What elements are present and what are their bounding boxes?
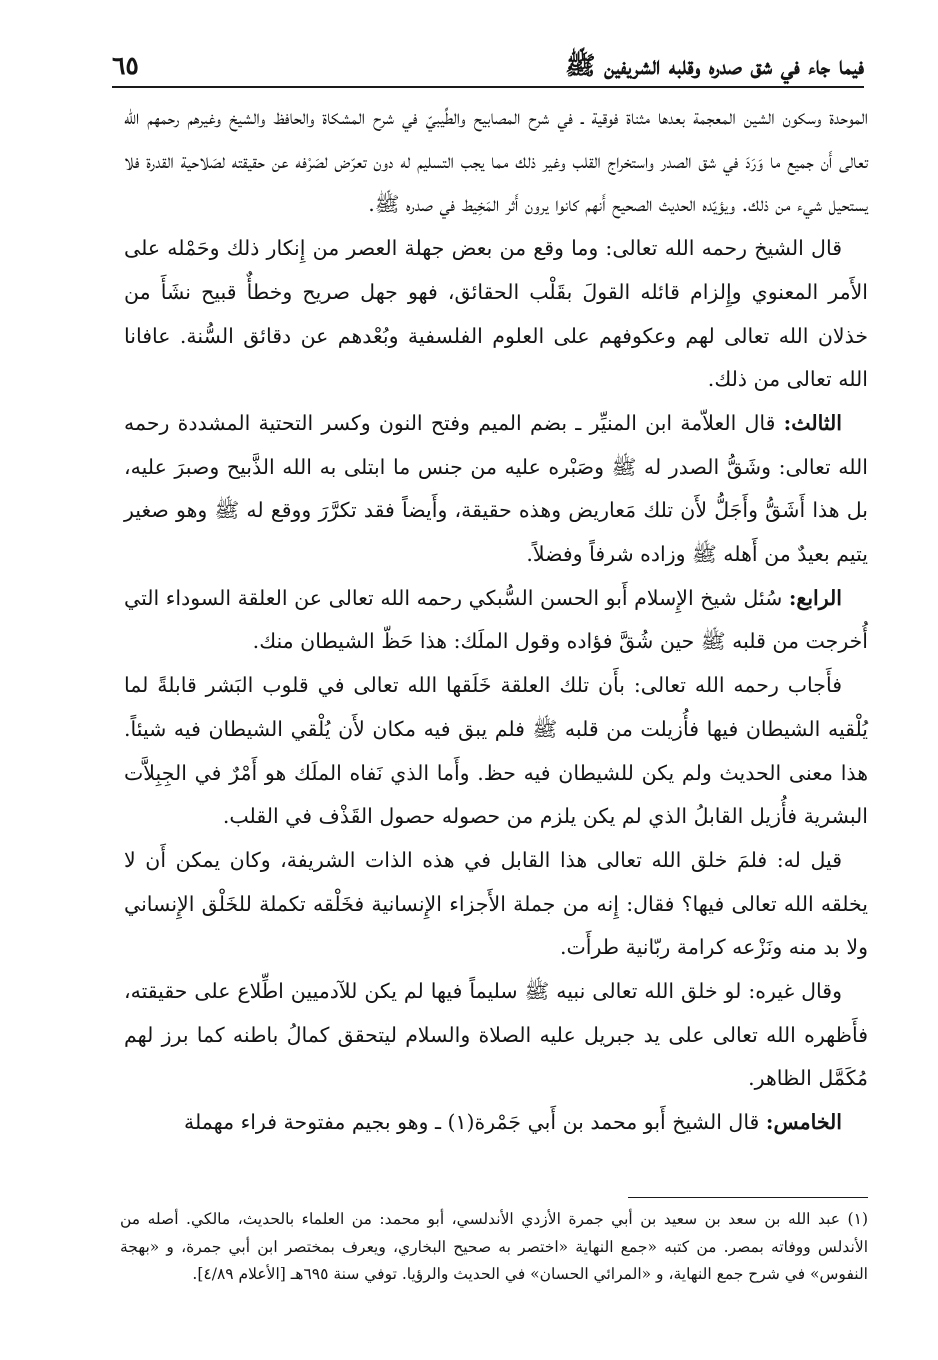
footnote <box>120 1206 868 1289</box>
paragraph <box>124 664 868 839</box>
paragraph <box>124 402 868 577</box>
section-lead: الخامس: <box>765 1110 842 1135</box>
page-header <box>112 40 864 88</box>
paragraph <box>124 577 868 664</box>
paragraph-text: قال العلاّمة ابن المنيِّر ـ بضم الميم وفتح النون وكسر التحتية المشددة رحمه الله تعالى: وشَقُّ الصدر له ﷺ وصَبْره عليه من جنس ما ابتلى به الله الذَّبيح وصبرَ عليه، بل هذا أَشَقُّ وأَجَلُّ لأَن تلك مَعاريض وهذه حقيقة، وأَيضاً فقد تكرَّرَ ووقع له ﷺ وهو صغير يتيم بعيدٌ من أَهله ﷺ وزاده شرفاً وفضلاً. <box>124 410 868 567</box>
paragraph <box>124 1101 868 1145</box>
section-lead: الرابع: <box>788 585 842 610</box>
footnote-text: (١) عبد الله بن سعد بن سعيد بن أبي جمرة الأزدي الأندلسي، أبو محمد: من العلماء بالحديث، مالكي. أصله من الأندلس ووفاته بمصر. من كتبه «جمع النهاية «اختصر به صحيح البخاري، ويعرف بمختصر ابن أبي جمرة، و «بهجة النفوس» في شرح جمع النهاية، و «المرائي الحسان» في الحديث والرؤيا. توفي سنة ٦٩٥هـ [الأعلام ٤/٨٩]. <box>120 1210 868 1283</box>
paragraph-text: وقال غيره: لو خلق الله تعالى نبيه ﷺ سليماً فيها لم يكن للآدميين اطِّلاع على حقيقته، فأَظهره الله تعالى على يد جبريل عليه الصلاة والسلام ليتحقق كمالُ باطنه كما برز لهم مُكَمَّل الظاهر. <box>124 979 868 1091</box>
page-number: ٦٥ <box>112 51 139 80</box>
paragraph-text: سُئل شيخ الإِسلام أَبو الحسن السُّبكي رحمه الله تعالى عن العلقة السوداء التي أُخرجت من قلبه ﷺ حين شُقَّ فؤاده وقول الملَك: هذا حَظّ الشيطان منك. <box>124 585 868 654</box>
section-lead: الثالث: <box>783 410 842 435</box>
paragraph <box>124 839 868 970</box>
paragraph-text: قال الشيخ أَبو محمد بن أَبي جَمْرة(١) ـ وهو بجيم مفتوحة فراء مهملة <box>184 1110 766 1135</box>
running-title: فيما جاء في شق صدره وقلبه الشريفين ﷺ <box>565 51 864 80</box>
paragraph <box>124 970 868 1101</box>
paragraph-text: الموحدة وسكون الشين المعجمة بعدها مثناة فوقية ـ في شرح المصابيح والطِّيبيّ في شرح المشكاة والحافظ والشيخ وغيرهم رحمهم الله تعالى أَن جميع ما وَرَدَ في شق الصدر واستخراج القلب وغير ذلك مما يجب التسليم له دون تعرّض لصَرْفه عن حقيقته لصَلاحية القدرة فلا يستحيل شيء من ذلك. ويؤيّده الحديث الصحيح أَنهم كانوا يرون أَثر المَخِيط في صدره ﷺ. <box>124 105 868 217</box>
main-text <box>124 96 868 1145</box>
paragraph-text: قيل له: فلمَ خلق الله تعالى هذا القابل في هذه الذات الشريفة، وكان يمكن أَن لا يخلقه الله تعالى فيها؟ فقال: إِنه من جملة الأَجزاء الإِنسانية فخَلْقه تكملة للخَلْق الإِنساني ولا بد منه ونَزْعه كرامة ربّانية طرأَت. <box>124 847 868 960</box>
paragraph-text: فأَجاب رحمه الله تعالى: بأَن تلك العلقة خَلَقها الله تعالى في قلوب البَشر قابلةً لما يُلْقيه الشيطان فيها فأُزيلت من قلبه ﷺ فلم يبق فيه مكان لأَن يُلْقي الشيطان فيه شيئاً. هذا معنى الحديث ولم يكن للشيطان فيه حظ. وأَما الذي نَفاه الملَك هو أَمْرٌ في الجِبِلاَّت البشرية فأُزيل القابلُ الذي لم يكن يلزم من حصوله حصول القَذْف في القلب. <box>124 673 868 829</box>
paragraph-text: قال الشيخ رحمه الله تعالى: وما وقع من بعض جهلة العصر من إِنكار ذلك وحَمْله على الأَمر المعنوي وإِلزام قائله القولَ بقَلْب الحقائق، فهو جهل صريح وخطأٌ قبيح نشَأَ من خذلان الله تعالى لهم وعكوفهم على العلوم الفلسفية وبُعْدهم عن دقائق السُّنة. عافانا الله تعالى من ذلك. <box>124 236 868 392</box>
paragraph <box>124 227 868 402</box>
footnote-divider <box>628 1197 868 1198</box>
paragraph <box>124 96 868 227</box>
